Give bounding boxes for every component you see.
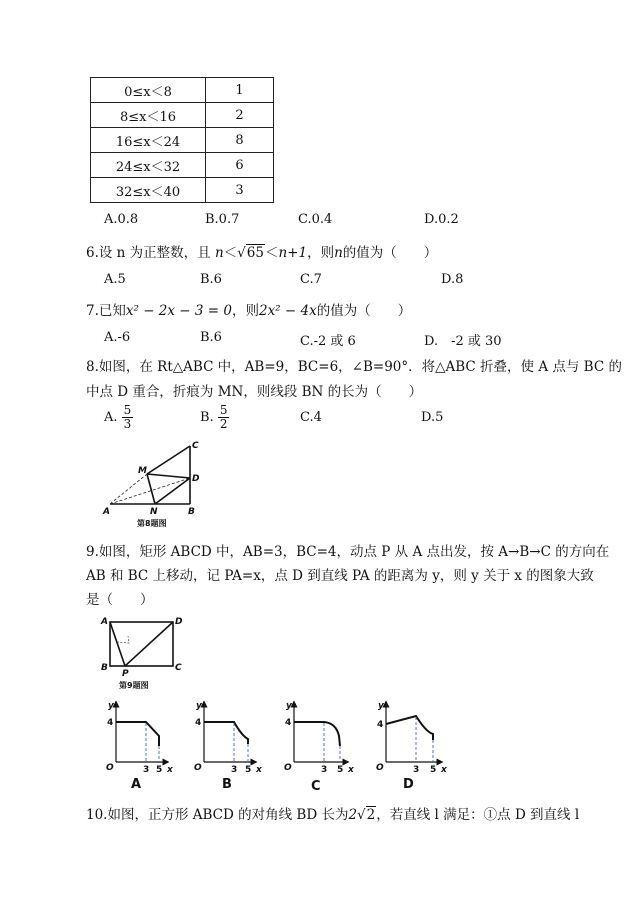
segment-pd (125, 622, 173, 666)
y-label: y (378, 701, 384, 711)
denominator: 3 (123, 417, 132, 431)
origin-label: O (376, 763, 384, 773)
table-cell-count: 1 (206, 78, 274, 103)
label-c: C (175, 663, 182, 673)
q8-option-d: D.5 (421, 410, 444, 425)
tick-4: 4 (107, 718, 114, 728)
table-cell-range: 8≤x＜16 (91, 103, 206, 128)
y-label: y (286, 701, 292, 711)
table-cell-range: 0≤x＜8 (91, 78, 206, 103)
graph-curve (294, 722, 340, 746)
numerator: 5 (219, 403, 228, 417)
q6-option-a: A.5 (104, 272, 126, 287)
q8-option-a-label: A. (104, 410, 118, 425)
y-label: y (196, 701, 202, 711)
graph-curve (116, 722, 159, 746)
segment-mn (147, 474, 155, 504)
table-row (91, 103, 274, 128)
q5-option-c: C.0.4 (298, 212, 333, 227)
table-cell-count: 6 (206, 153, 274, 178)
q7-text-3: 的值为（ ） (316, 303, 412, 319)
tick-5: 5 (245, 765, 252, 775)
q8-option-a-fraction (122, 404, 134, 431)
tick-3: 3 (413, 765, 420, 775)
label-c: C (192, 441, 199, 451)
q8-line-1: 8.如图，在 Rt△ABC 中，AB=9，BC=6，∠B=90°．将△ABC 折叠，使 A 点与 BC 的 (86, 359, 622, 375)
q6-var-n: n (214, 245, 224, 261)
table-cell-range: 32≤x＜40 (91, 178, 206, 203)
label-d: D (192, 474, 200, 484)
q9-line-3: 是（ ） (86, 592, 154, 608)
denominator: 2 (219, 417, 228, 431)
tick-3: 3 (321, 765, 328, 775)
table-cell-range: 16≤x＜24 (91, 128, 206, 153)
label-p: P (122, 669, 129, 679)
sqrt-symbol: √ (357, 807, 366, 823)
tick-5: 5 (337, 765, 344, 775)
perpendicular-mark (117, 636, 129, 643)
q7-option-d: D. -2 或 30 (424, 334, 502, 349)
q6-radicand: 65 (246, 245, 264, 261)
q6-option-b: B.6 (200, 272, 222, 287)
graph-curve (204, 722, 248, 744)
graph-d-label: D (403, 777, 414, 792)
q8-line-2: 中点 D 重合，折痕为 MN，则线段 BN 的长为（ ） (86, 384, 423, 400)
origin-label: O (284, 763, 292, 773)
table-row (91, 128, 274, 153)
table-row (91, 78, 274, 103)
q5-option-d: D.0.2 (424, 212, 459, 227)
q9-figure-caption: 第9题图 (119, 681, 149, 690)
q8-option-b (200, 404, 229, 431)
table-cell-count: 2 (206, 103, 274, 128)
label-a: A (101, 617, 108, 627)
x-label: x (256, 765, 262, 775)
q8-option-b-fraction (218, 404, 230, 431)
tick-4: 4 (285, 718, 292, 728)
q7-option-a: A.-6 (104, 330, 131, 345)
segment-cm (147, 446, 190, 474)
tick-3: 3 (143, 765, 150, 775)
graph-a-label: A (131, 777, 142, 792)
segment-md (147, 474, 190, 478)
table-cell-range: 24≤x＜32 (91, 153, 206, 178)
label-m: M (138, 466, 147, 476)
sqrt-symbol: √ (237, 245, 246, 261)
segment-ap (110, 622, 125, 666)
q6-less-than-2: ＜ (264, 245, 279, 261)
q8-figure-caption: 第8题图 (137, 519, 167, 528)
q6-option-c: C.7 (300, 272, 322, 287)
q9-figure (95, 612, 195, 692)
q6-var-n2: n (334, 245, 343, 261)
q6-text-2: ，则 (307, 245, 335, 261)
label-b: B (101, 663, 108, 673)
origin-label: O (106, 763, 114, 773)
q10-coefficient: 2 (348, 807, 358, 823)
dashed-ad (110, 478, 190, 504)
rectangle-abcd (110, 622, 173, 666)
x-label: x (167, 765, 173, 775)
q6-text-1: 6.设 n 为正整数，且 (86, 245, 211, 261)
tick-4: 4 (377, 720, 384, 730)
q9-answer-graphs (96, 698, 556, 796)
dashed-am (110, 474, 147, 504)
graph-d (376, 701, 448, 792)
q7-option-c: C.-2 或 6 (300, 334, 356, 349)
q9-line-2: AB 和 BC 上移动，记 PA=x，点 D 到直线 PA 的距离为 y，则 y 关于 x 的图象大致 (86, 568, 594, 584)
tick-3: 3 (231, 765, 238, 775)
label-b: B (188, 507, 195, 517)
graph-c-label: C (311, 779, 321, 794)
q8-figure (95, 436, 215, 530)
q8-option-c: C.4 (300, 410, 322, 425)
q7-expression: 2x² − 4x (258, 303, 317, 319)
q6-n-plus-1: n+1 (278, 245, 308, 261)
q7-text-2: ，则 (231, 303, 259, 319)
q10-text-1: 10.如图，正方形 ABCD 的对角线 BD 长为 (86, 807, 349, 823)
graph-b (194, 701, 263, 792)
q7-option-b: B.6 (200, 330, 222, 345)
table-row (91, 178, 274, 203)
table-cell-count: 3 (206, 178, 274, 203)
x-label: x (441, 765, 447, 775)
q7-question (86, 299, 411, 319)
q10-question (86, 803, 579, 823)
q10-text-2: ，若直线 l 满足：①点 D 到直线 l (376, 807, 580, 823)
q6-text-3: 的值为（ ） (342, 245, 438, 261)
graph-c (284, 701, 355, 794)
segment-nd (155, 478, 190, 504)
q6-less-than-1: ＜ (223, 245, 238, 261)
label-d: D (175, 617, 183, 627)
graph-a (106, 701, 174, 792)
label-n: N (150, 507, 158, 517)
q8-option-a (104, 404, 133, 431)
q7-equation: x² − 2x − 3 = 0 (125, 303, 232, 319)
numerator: 5 (123, 403, 132, 417)
q5-option-a: A.0.8 (104, 212, 139, 227)
q10-radicand: 2 (366, 807, 376, 823)
tick-5: 5 (156, 765, 163, 775)
table-cell-count: 8 (206, 128, 274, 153)
q9-line-1: 9.如图，矩形 ABCD 中，AB=3，BC=4，动点 P 从 A 点出发，按 A→B→C 的方向在 (86, 544, 610, 560)
graph-curve (386, 716, 433, 740)
q6-question (86, 241, 437, 261)
q7-text-1: 7.已知 (86, 303, 126, 319)
x-label: x (348, 765, 354, 775)
y-label: y (108, 701, 114, 711)
q5-option-b: B.0.7 (205, 212, 240, 227)
q6-option-d: D.8 (441, 272, 464, 287)
frequency-table (90, 77, 274, 203)
label-a: A (103, 507, 110, 517)
tick-4: 4 (195, 718, 202, 728)
q8-option-b-label: B. (200, 410, 214, 425)
graph-b-label: B (222, 777, 232, 792)
tick-5: 5 (430, 765, 437, 775)
table-row (91, 153, 274, 178)
origin-label: O (194, 763, 202, 773)
